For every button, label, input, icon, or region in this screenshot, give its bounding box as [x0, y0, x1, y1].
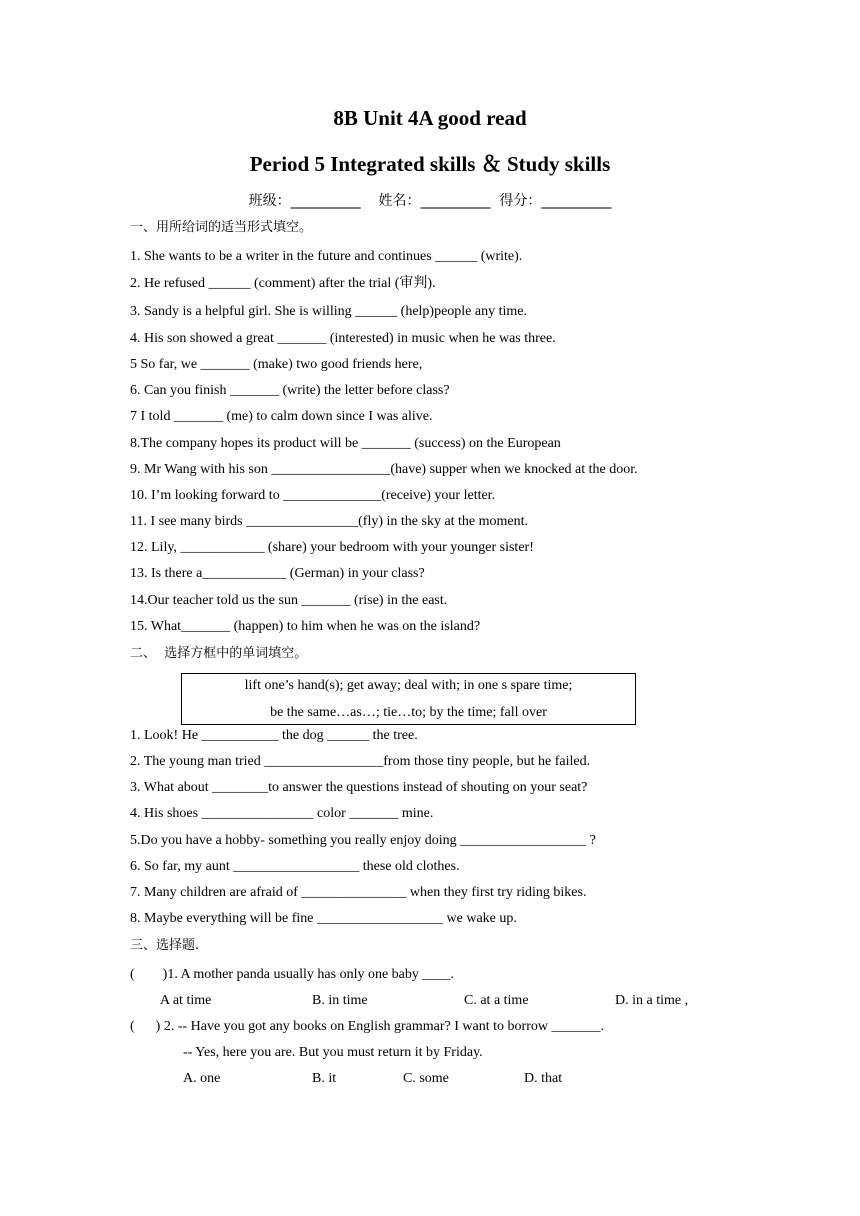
- s2-item-5: 5.Do you have a hobby- something you really enjoy doing __________________ ?: [130, 833, 596, 848]
- s3-q2-option-a: A. one: [183, 1071, 221, 1086]
- s1-item-2: 2. He refused ______ (comment) after the trial (审判).: [130, 276, 436, 291]
- word-box-line-2: be the same…as…; tie…to; by the time; fall over: [270, 705, 547, 720]
- worksheet-subtitle: Period 5 Integrated skills ＆ Study skills: [249, 152, 611, 176]
- section3-heading: 三、选择题.: [130, 938, 200, 953]
- s2-item-4: 4. His shoes ________________ color _______ mine.: [130, 806, 434, 821]
- s2-item-2: 2. The young man tried _________________from those tiny people, but he failed.: [130, 754, 591, 769]
- s2-item-8: 8. Maybe everything will be fine __________________ we wake up.: [130, 911, 517, 926]
- s1-item-1: 1. She wants to be a writer in the future and continues ______ (write).: [130, 249, 523, 264]
- s1-item-12: 12. Lily, ____________ (share) your bedroom with your younger sister!: [130, 540, 534, 555]
- s1-item-5: 5 So far, we _______ (make) two good friends here,: [130, 357, 423, 372]
- s1-item-13: 13. Is there a____________ (German) in your class?: [130, 566, 425, 581]
- s3-q1-option-a: A at time: [160, 993, 212, 1008]
- student-info-line: 班级：__________ 姓名：__________ 得分：__________: [248, 193, 612, 209]
- s3-q2-option-b: B. it: [312, 1071, 337, 1086]
- s2-item-7: 7. Many children are afraid of _______________ when they first try riding bikes.: [130, 885, 587, 900]
- s1-item-15: 15. What_______ (happen) to him when he was on the island?: [130, 619, 481, 634]
- s1-item-7: 7 I told _______ (me) to calm down since I was alive.: [130, 409, 433, 424]
- s1-item-9: 9. Mr Wang with his son _________________(have) supper when we knocked at the door.: [130, 462, 638, 477]
- s3-q2-option-c: C. some: [403, 1071, 449, 1086]
- s1-item-14: 14.Our teacher told us the sun _______ (rise) in the east.: [130, 593, 448, 608]
- s1-item-10: 10. I’m looking forward to ______________(receive) your letter.: [130, 488, 496, 503]
- s2-item-3: 3. What about ________to answer the questions instead of shouting on your seat?: [130, 780, 588, 795]
- s1-item-6: 6. Can you finish _______ (write) the letter before class?: [130, 383, 450, 398]
- worksheet-title: 8B Unit 4A good read: [333, 106, 527, 130]
- s3-q1-option-d: D. in a time ,: [615, 993, 689, 1008]
- s3-q2-option-d: D. that: [524, 1071, 563, 1086]
- s3-q1-option-b: B. in time: [312, 993, 368, 1008]
- section1-heading: 一、用所给词的适当形式填空。: [130, 220, 313, 235]
- s2-item-6: 6. So far, my aunt __________________ these old clothes.: [130, 859, 460, 874]
- s3-q1-stem: ( )1. A mother panda usually has only one baby ____.: [130, 967, 454, 982]
- s1-item-11: 11. I see many birds ________________(fly) in the sky at the moment.: [130, 514, 529, 529]
- section2-heading: 二、 选择方框中的单词填空。: [130, 646, 308, 661]
- s1-item-3: 3. Sandy is a helpful girl. She is willing ______ (help)people any time.: [130, 304, 527, 319]
- s1-item-4: 4. His son showed a great _______ (interested) in music when he was three.: [130, 331, 556, 346]
- s3-q2-stem: ( ) 2. -- Have you got any books on English grammar? I want to borrow _______.: [130, 1019, 604, 1034]
- s3-q2-line2: -- Yes, here you are. But you must return it by Friday.: [183, 1045, 483, 1060]
- s3-q1-option-c: C. at a time: [464, 993, 529, 1008]
- s1-item-8: 8.The company hopes its product will be _______ (success) on the European: [130, 436, 561, 451]
- word-box-line-1: lift one’s hand(s); get away; deal with; in one s spare time;: [244, 678, 573, 693]
- s2-item-1: 1. Look! He ___________ the dog ______ the tree.: [130, 728, 418, 743]
- word-box: [181, 673, 636, 725]
